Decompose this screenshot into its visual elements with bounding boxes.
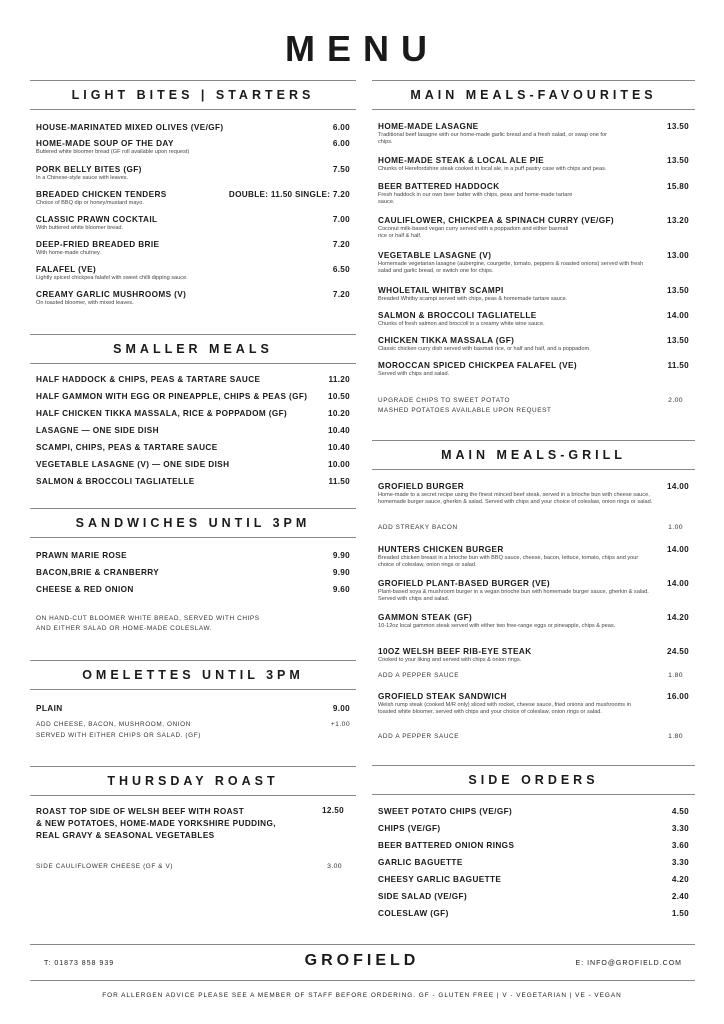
item-name: DEEP-FRIED BREADED BRIE (36, 240, 160, 249)
footer-phone[interactable]: T: 01873 858 939 (44, 960, 115, 967)
item-name: BACON,BRIE & CRANBERRY (36, 568, 160, 577)
mash-note: MASHED POTATOES AVAILABLE UPON REQUEST (378, 407, 552, 414)
menu-item (36, 165, 350, 182)
item-name: GROFIELD PLANT-BASED BURGER (VE) (378, 579, 551, 588)
menu-item (36, 240, 350, 257)
item-price: 6.50 (332, 265, 350, 274)
item-name: SALMON & BROCCOLI TAGLIATELLE (36, 477, 195, 486)
item-price: 10.00 (328, 460, 350, 469)
addon (378, 524, 689, 531)
menu-item (36, 375, 350, 384)
item-price: 14.00 (667, 482, 689, 491)
item-price: 13.50 (667, 122, 689, 131)
addon-label: ADD STREAKY BACON (378, 524, 458, 531)
item-name: LASAGNE — ONE SIDE DISH (36, 426, 159, 435)
item-description: Home-made to a secret recipe using the finest minced beef steak, served in a brioche bun with cheese sauce, homemade burger sauce, gherkin & salad. Served with chips and your choice of coleslaw, onion rings or salad. (378, 492, 653, 506)
item-name: CREAMY GARLIC MUSHROOMS (V) (36, 290, 187, 299)
menu-item (378, 156, 689, 173)
item-price: 10.20 (328, 409, 350, 418)
menu-item (36, 460, 350, 469)
item-price: 14.20 (667, 613, 689, 622)
item-name: PORK BELLY BITES (GF) (36, 165, 142, 174)
item-price: 13.20 (667, 216, 689, 225)
menu-item (36, 265, 350, 282)
item-price: 7.20 (332, 240, 350, 249)
item-price: 15.80 (667, 182, 689, 191)
roast-side (36, 863, 350, 870)
addon-price: 1.80 (668, 672, 683, 679)
menu-item (36, 123, 350, 132)
addon-label: ADD A PEPPER SAUCE (378, 733, 460, 740)
roast-description (36, 806, 276, 841)
item-price: 11.20 (328, 375, 350, 384)
addon (378, 733, 689, 740)
item-price: 24.50 (667, 647, 689, 656)
menu-item (378, 122, 689, 147)
item-price: 4.50 (671, 807, 689, 816)
upgrade-note (378, 397, 689, 414)
item-description: Chunks of fresh salmon and broccoli in a creamy white wine sauce. (378, 321, 545, 327)
menu-item (36, 409, 350, 418)
item-name: COLESLAW (GF) (378, 909, 449, 918)
item-description: Classic chicken curry dish served with basmati rice, or half and half, and a poppadom. (378, 346, 591, 352)
item-description: Homemade vegetarian lasagne (aubergine, courgette, tomato, peppers & roasted onions) served with fresh salad and garlic bread, or switch one for chips. (378, 261, 644, 275)
item-price: 9.90 (332, 568, 350, 577)
item-description: Welsh rump steak (cooked M/R only) sliced with rocket, cheese sauce, fried onions and mushrooms in toasted white bloomer, served with chips and your choice of coleslaw, onion rings or salad. (378, 702, 631, 716)
omelette-note: SERVED WITH EITHER CHIPS OR SALAD. (GF) (36, 732, 201, 739)
item-price: 14.00 (667, 579, 689, 588)
menu-item (36, 704, 350, 713)
menu-item (378, 858, 689, 867)
menu-item (378, 336, 689, 353)
section-heading: MAIN MEALS-FAVOURITES (372, 80, 695, 110)
item-name: VEGETABLE LASAGNE (V) (378, 251, 492, 260)
item-name: SIDE SALAD (VE/GF) (378, 892, 468, 901)
item-price: 6.00 (332, 123, 350, 132)
item-price: 11.50 (328, 477, 350, 486)
section-heading: SMALLER MEALS (30, 334, 356, 364)
menu-item (378, 909, 689, 918)
menu-item (378, 361, 689, 378)
extra-price: +1.00 (330, 721, 350, 728)
section-heading: SANDWICHES UNTIL 3PM (30, 508, 356, 538)
menu-item (378, 311, 689, 328)
menu-item (378, 251, 689, 276)
menu-item (36, 215, 350, 232)
menu-item (378, 841, 689, 850)
item-name: MOROCCAN SPICED CHICKPEA FALAFEL (VE) (378, 361, 578, 370)
item-price: 13.50 (667, 336, 689, 345)
item-description: Coconut milk-based vegan curry served with a poppadom and either basmati rice or half & half. (378, 226, 569, 240)
item-name: VEGETABLE LASAGNE (V) — ONE SIDE DISH (36, 460, 230, 469)
addon-label: ADD A PEPPER SAUCE (378, 672, 460, 679)
item-name: CHEESY GARLIC BAGUETTE (378, 875, 502, 884)
item-description: Lightly spiced chickpea falafel with sweet chilli dipping sauce. (36, 275, 188, 281)
item-price: 7.50 (332, 165, 350, 174)
item-name: SCAMPI, CHIPS, PEAS & TARTARE SAUCE (36, 443, 218, 452)
section-grill (372, 440, 695, 740)
section-omelettes (30, 660, 356, 739)
item-description: Plant-based soya & mushroom burger in a vegan brioche bun with homemade burger sauce, gherkin & salad. Served with chips and salad. (378, 589, 649, 603)
item-description: Buttered white bloomer bread (GF roll available upon request) (36, 149, 190, 155)
item-description: With home-made chutney. (36, 250, 101, 256)
item-description: Cooked to your liking and served with chips & onion rings. (378, 657, 522, 663)
menu-item (36, 190, 350, 207)
menu-item (36, 568, 350, 577)
item-description: Choice of BBQ dip or honey/mustard mayo. (36, 200, 144, 206)
item-description: Breaded chicken breast in a brioche bun with BBQ sauce, cheese, bacon, lettuce, tomato, chips and your choice of coleslaw, onion rings or salad. (378, 555, 639, 569)
item-price: 14.00 (667, 545, 689, 554)
upgrade-label: UPGRADE CHIPS TO SWEET POTATO (378, 397, 511, 404)
menu-item (36, 585, 350, 594)
menu-item (378, 647, 689, 664)
addon (378, 672, 689, 679)
allergen-notice: FOR ALLERGEN ADVICE PLEASE SEE A MEMBER OF STAFF BEFORE ORDERING. GF - GLUTEN FREE | V - VEGETARIAN | VE - VEGAN (102, 992, 622, 999)
item-price: 10.50 (328, 392, 350, 401)
section-heading: SIDE ORDERS (372, 765, 695, 795)
omelette-extra (36, 721, 350, 739)
section-heading: OMELETTES UNTIL 3PM (30, 660, 356, 690)
item-name: HOME-MADE STEAK & LOCAL ALE PIE (378, 156, 545, 165)
item-price: 10.40 (328, 443, 350, 452)
item-name: PRAWN MARIE ROSE (36, 551, 128, 560)
item-name: GROFIELD BURGER (378, 482, 465, 491)
brand-logo: GROFIELD (304, 952, 420, 969)
item-price: 12.50 (322, 806, 344, 815)
section-side-orders (372, 765, 695, 918)
item-description: Chunks of Herefordshire steak cooked in local ale, in a puff pastry case with chips and peas. (378, 166, 607, 172)
item-description: Traditional beef lasagne with our home-made garlic bread and a fresh salad, or swap one for chips. (378, 132, 607, 146)
item-name: WHOLETAIL WHITBY SCAMPI (378, 286, 504, 295)
item-price: 13.50 (667, 156, 689, 165)
item-price: 9.60 (332, 585, 350, 594)
item-price: DOUBLE: 11.50 SINGLE: 7.20 (228, 190, 350, 199)
section-favourites (372, 80, 695, 414)
menu-item (36, 551, 350, 560)
item-price: 16.00 (667, 692, 689, 701)
item-price: 7.20 (332, 290, 350, 299)
item-price: 3.30 (671, 858, 689, 867)
extra-label: ADD CHEESE, BACON, MUSHROOM, ONION (36, 721, 191, 728)
menu-item (378, 286, 689, 303)
item-name: BEER BATTERED HADDOCK (378, 182, 500, 191)
footer-email[interactable]: E: INFO@GROFIELD.COM (575, 960, 682, 967)
side-label: SIDE CAULIFLOWER CHEESE (GF & V) (36, 863, 174, 870)
menu-item (378, 613, 689, 630)
item-name: PLAIN (36, 704, 63, 713)
menu-item (36, 443, 350, 452)
item-name: SWEET POTATO CHIPS (VE/GF) (378, 807, 513, 816)
roast-line: REAL GRAVY & SEASONAL VEGETABLES (36, 830, 215, 840)
item-name: HOUSE-MARINATED MIXED OLIVES (VE/GF) (36, 123, 224, 132)
menu-item (378, 579, 689, 604)
item-price: 4.20 (671, 875, 689, 884)
section-heading: MAIN MEALS-GRILL (372, 440, 695, 470)
item-description: Breaded Whitby scampi served with chips, peas & homemade tartare sauce. (378, 296, 568, 302)
item-name: HOME-MADE SOUP OF THE DAY (36, 139, 174, 148)
item-price: 1.50 (671, 909, 689, 918)
item-price: 2.40 (671, 892, 689, 901)
item-price: 14.00 (667, 311, 689, 320)
page-title: MENU (285, 28, 439, 69)
item-name: HALF GAMMON WITH EGG OR PINEAPPLE, CHIPS & PEAS (GF) (36, 392, 308, 401)
item-name: HALF HADDOCK & CHIPS, PEAS & TARTARE SAUCE (36, 375, 261, 384)
item-name: GROFIELD STEAK SANDWICH (378, 692, 507, 701)
item-description: On toasted bloomer, with mixed leaves. (36, 300, 134, 306)
section-heading: THURSDAY ROAST (30, 766, 356, 796)
menu-item (378, 892, 689, 901)
item-name: GARLIC BAGUETTE (378, 858, 463, 867)
sandwich-note (36, 615, 350, 632)
note-line: ON HAND-CUT BLOOMER WHITE BREAD, SERVED WITH CHIPS (36, 615, 260, 622)
note-line: AND EITHER SALAD OR HOME-MADE COLESLAW. (36, 625, 213, 632)
item-price: 3.60 (671, 841, 689, 850)
menu-item (378, 182, 689, 207)
upgrade-price: 2.00 (668, 397, 683, 404)
section-smaller-meals (30, 334, 356, 486)
menu-item (378, 216, 689, 241)
item-name: CAULIFLOWER, CHICKPEA & SPINACH CURRY (VE/GF) (378, 216, 615, 225)
menu-item (378, 807, 689, 816)
item-name: CHEESE & RED ONION (36, 585, 134, 594)
item-price: 13.00 (667, 251, 689, 260)
item-description: Fresh haddock in our own beer batter with chips, peas and home-made tartare sauce. (378, 192, 573, 206)
item-name: BREADED CHICKEN TENDERS (36, 190, 167, 199)
item-price: 9.90 (332, 551, 350, 560)
item-price: 13.50 (667, 286, 689, 295)
footer-divider (30, 944, 695, 945)
menu-item (378, 692, 689, 717)
item-name: CHICKEN TIKKA MASSALA (GF) (378, 336, 515, 345)
footer-divider (30, 980, 695, 981)
item-description: Served with chips and salad. (378, 371, 450, 377)
menu-item (378, 824, 689, 833)
item-description: 10-12oz local gammon steak served with either two free-range eggs or pineapple, chips & peas. (378, 623, 616, 629)
item-name: FALAFEL (VE) (36, 265, 97, 274)
section-sandwiches (30, 508, 356, 632)
menu-item (378, 545, 689, 570)
item-name: GAMMON STEAK (GF) (378, 613, 473, 622)
menu-item (36, 806, 350, 841)
item-price: 7.00 (332, 215, 350, 224)
item-name: HALF CHICKEN TIKKA MASSALA, RICE & POPPADOM (GF) (36, 409, 288, 418)
menu-item (36, 392, 350, 401)
item-price: 11.50 (667, 361, 689, 370)
addon-price: 1.00 (668, 524, 683, 531)
menu-item (36, 426, 350, 435)
section-thursday-roast (30, 766, 356, 870)
item-name: BEER BATTERED ONION RINGS (378, 841, 515, 850)
item-name: HUNTERS CHICKEN BURGER (378, 545, 504, 554)
item-name: 10OZ WELSH BEEF RIB-EYE STEAK (378, 647, 532, 656)
item-name: SALMON & BROCCOLI TAGLIATELLE (378, 311, 537, 320)
item-name: CLASSIC PRAWN COCKTAIL (36, 215, 158, 224)
menu-item (378, 875, 689, 884)
roast-line: ROAST TOP SIDE OF WELSH BEEF WITH ROAST (36, 807, 245, 816)
item-price: 10.40 (328, 426, 350, 435)
menu-item (378, 482, 689, 507)
item-price: 9.00 (332, 704, 350, 713)
item-price: 3.30 (671, 824, 689, 833)
section-heading: LIGHT BITES | STARTERS (30, 80, 356, 110)
item-price: 6.00 (332, 139, 350, 148)
addon-price: 1.80 (668, 733, 683, 740)
item-name: CHIPS (VE/GF) (378, 824, 441, 833)
menu-item (36, 139, 350, 156)
menu-item (36, 290, 350, 307)
item-description: With buttered white bloomer bread. (36, 225, 124, 231)
side-price: 3.00 (327, 863, 342, 870)
menu-item (36, 477, 350, 486)
roast-line: & NEW POTATOES, HOME-MADE YORKSHIRE PUDDING, (36, 818, 276, 828)
section-light-bites (30, 80, 356, 310)
item-name: HOME-MADE LASAGNE (378, 122, 479, 131)
item-description: In a Chinese-style sauce with leaves. (36, 175, 129, 181)
